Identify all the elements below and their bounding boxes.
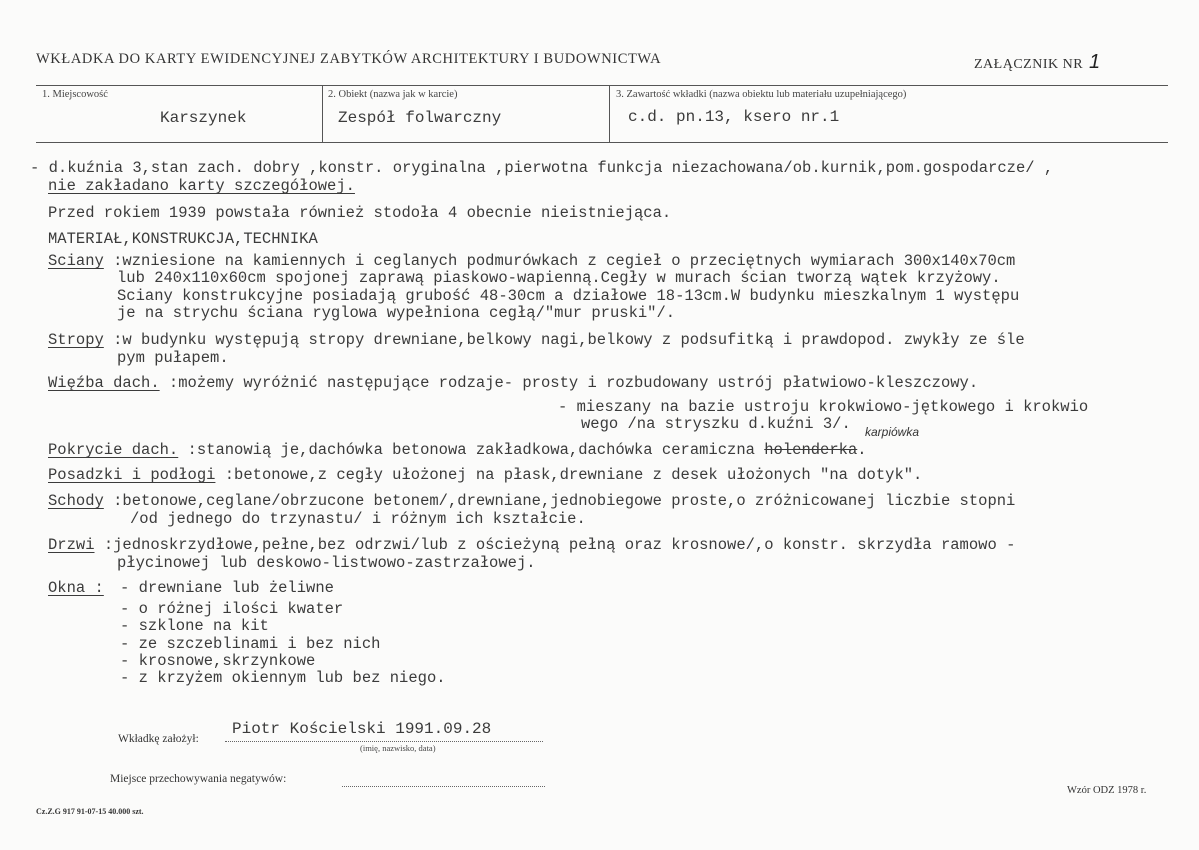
stairs-text-1: :betonowe,ceglane/obrzucone betonem/,drewniane,jednobiegowe proste,o zróżnicowanej liczbie stopni <box>103 492 1016 510</box>
field-label-locality: 1. Miejscowość <box>42 89 108 100</box>
walls-text-1: :wzniesione na kamiennych i ceglanych podmurówkach z cegieł o przeciętnych wymiarach 300x140x70cm <box>103 252 1016 270</box>
body-line-no-detail-card: nie zakładano karty szczegółowej. <box>48 177 355 195</box>
body-line-barn: Przed rokiem 1939 powstała również stodoła 4 obecnie nieistniejąca. <box>48 204 672 222</box>
table-bottom-rule <box>36 142 1168 143</box>
template-code: Wzór ODZ 1978 r. <box>1067 785 1147 796</box>
table-divider-1 <box>322 85 323 142</box>
floors-label: Posadzki i podłogi <box>48 466 216 484</box>
walls-label: Sciany <box>48 252 104 270</box>
section-heading-material: MATERIAŁ,KONSTRUKCJA,TECHNIKA <box>48 230 318 248</box>
doors-text-1: :jednoskrzydłowe,pełne,bez odrzwi/lub z ościeżyną pełną oraz krosnowe/,o konstr. skrzydła ramowo - <box>94 536 1016 554</box>
stairs-label: Schody <box>48 492 104 510</box>
roofing-line-1 <box>48 441 867 459</box>
windows-item: - o różnej ilości kwater <box>120 600 344 618</box>
annex-label: ZAŁĄCZNIK NR <box>974 57 1084 72</box>
field-value-locality: Karszynek <box>160 109 247 127</box>
roof-truss-line-3: wego /na stryszku d.kuźni 3/. <box>581 415 851 433</box>
field-value-object: Zespół folwarczny <box>338 109 502 127</box>
annex-number: 1 <box>1089 51 1101 73</box>
handwritten-correction: karpiówka <box>865 425 920 439</box>
windows-item: - z krzyżem okiennym lub bez niego. <box>120 669 446 687</box>
stairs-line-1 <box>48 492 1015 510</box>
floors-line-1 <box>48 466 922 484</box>
founder-dotted-line <box>225 741 543 742</box>
founder-hint: (imię, nazwisko, data) <box>360 743 436 753</box>
field-label-object: 2. Obiekt (nazwa jak w karcie) <box>328 89 458 100</box>
roofing-text-1: :stanowią je,dachówka betonowa zakładkowa,dachówka ceramiczna <box>178 441 765 459</box>
doors-label: Drzwi <box>48 536 95 554</box>
walls-line-2: lub 240x110x60cm spojonej zaprawą piaskowo-wapienną.Cegły w murach ścian tworzą wątek krzyżowy. <box>117 269 1001 287</box>
windows-item: - szklone na kit <box>120 617 269 635</box>
roof-truss-label: Więźba dach. <box>48 374 160 392</box>
roof-truss-text-1: :możemy wyróżnić następujące rodzaje- prosty i rozbudowany ustrój płatwiowo-kleszczowy. <box>159 374 979 392</box>
field-label-contents: 3. Zawartość wkładki (nazwa obiektu lub materiału uzupełniającego) <box>616 89 907 100</box>
founder-value: Piotr Kościelski 1991.09.28 <box>232 720 492 738</box>
negatives-dotted-line <box>342 786 545 787</box>
ceilings-text-1: :w budynku występują stropy drewniane,belkowy nagi,belkowy z podsufitką i prawdopod. zwykły ze śle <box>103 331 1025 349</box>
table-divider-2 <box>609 85 610 142</box>
ceilings-line-1 <box>48 331 1025 349</box>
stairs-line-2: /od jednego do trzynastu/ i różnym ich kształcie. <box>130 510 586 528</box>
ceilings-label: Stropy <box>48 331 104 349</box>
annex-label-group <box>974 51 1101 74</box>
print-code: Cz.Z.G 917 91-07-15 40.000 szt. <box>36 807 144 816</box>
table-top-rule <box>36 85 1168 86</box>
roofing-label: Pokrycie dach. <box>48 441 179 459</box>
negatives-label: Miejsce przechowywania negatywów: <box>110 773 287 785</box>
walls-line-1 <box>48 252 1015 270</box>
walls-line-4: je na strychu ściana ryglowa wypełniona cegłą/"mur pruski"/. <box>117 304 676 322</box>
windows-item: - krosnowe,skrzynkowe <box>120 652 316 670</box>
doors-line-1 <box>48 536 1015 554</box>
doors-line-2: płycinowej lub deskowo-listwowo-zastrzałowej. <box>117 554 536 572</box>
roof-truss-line-1 <box>48 374 978 392</box>
roof-truss-line-2: - mieszany na bazie ustroju krokwiowo-jętkowego i krokwio <box>558 398 1089 416</box>
walls-line-3: Sciany konstrukcyjne posiadają grubość 48-30cm a działowe 18-13cm.W budynku mieszkalnym 1 występu <box>117 287 1020 305</box>
ceilings-line-2: pym pułapem. <box>117 349 229 367</box>
windows-item: - drewniane lub żeliwne <box>120 579 334 597</box>
field-value-contents: c.d. pn.13, ksero nr.1 <box>628 108 840 126</box>
floors-text-1: :betonowe,z cegły ułożonej na płask,drewniane z desek ułożonych "na dotyk". <box>215 466 923 484</box>
roofing-struck-word: holenderka <box>764 441 858 459</box>
roofing-period: . <box>857 441 867 459</box>
founder-label: Wkładkę założył: <box>118 733 199 745</box>
windows-label: Okna : <box>48 579 104 597</box>
body-line-kuznia: - d.kuźnia 3,stan zach. dobry ,konstr. oryginalna ,pierwotna funkcja niezachowana/ob.kurnik,pom.gospodarcze/ , <box>30 159 1054 177</box>
windows-item: - ze szczeblinami i bez nich <box>120 635 381 653</box>
document-title: WKŁADKA DO KARTY EWIDENCYJNEJ ZABYTKÓW ARCHITEKTURY I BUDOWNICTWA <box>36 51 662 67</box>
